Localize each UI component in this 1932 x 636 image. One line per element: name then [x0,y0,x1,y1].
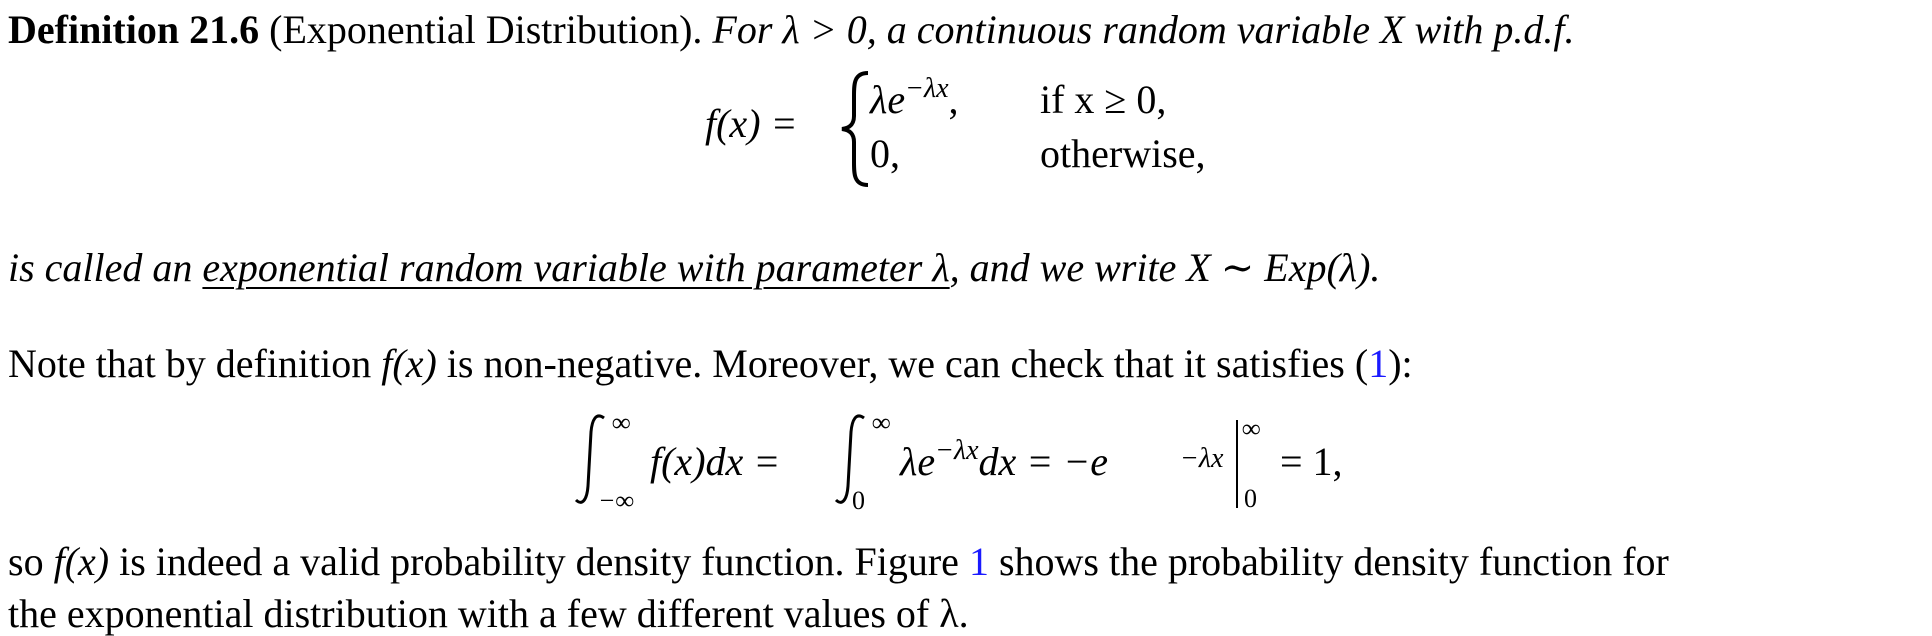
conclusion-fx: f(x) [53,539,110,584]
left-brace-icon [838,70,874,188]
pdf-case1-expr: λe [870,77,906,122]
conclusion-pre: so [8,539,54,584]
definition-tail [8,245,1381,290]
int2-upper: ∞ [872,408,891,437]
definition-name: (Exponential Distribution). [269,7,703,52]
definition-term: exponential random variable with parameter λ [202,245,950,290]
pdf-case1 [870,73,959,122]
equation-ref-link[interactable]: 1 [1368,341,1389,386]
eval-upper: ∞ [1242,414,1261,443]
int2-lower: 0 [852,486,865,515]
note-paragraph [8,341,1413,386]
definition-label: Definition 21.6 [8,7,260,52]
pdf-case1-exp: −λx [905,73,949,104]
int1-lower: −∞ [598,486,635,515]
note-post: ): [1388,341,1413,386]
pdf-case2-expr: 0, [870,131,900,176]
int2-body: λe [900,439,936,484]
conclusion-post: shows the probability density function for [988,539,1669,584]
eval-exp: −λx [1180,443,1224,474]
int2-exp: −λx [935,435,979,466]
int2-term [900,435,1109,484]
definition-line [8,7,1575,52]
integral-result: = 1, [1280,439,1343,484]
conclusion-mid: is indeed a valid probability density function. Figure [109,539,969,584]
conclusion-line1 [8,539,1669,584]
note-fx: f(x) [381,341,437,386]
definition-tail-post: , and we write X ∼ Exp(λ). [949,245,1381,290]
int1-body: f(x)dx = [650,439,781,484]
eval-lower: 0 [1244,484,1257,513]
pdf-case2-cond: otherwise, [1040,131,1206,176]
pdf-lhs: f(x) = [705,101,798,146]
pdf-case1-cond: if x ≥ 0, [1040,77,1167,122]
int1-upper: ∞ [612,408,631,437]
conclusion-line2: the exponential distribution with a few different values of λ. [8,591,969,636]
evaluation-bar [1236,420,1238,508]
note-mid: is non-negative. Moreover, we can check that it satisfies ( [436,341,1369,386]
pdf-case1-comma: , [948,77,959,122]
int2-tail: dx = −e [978,439,1109,484]
note-pre: Note that by definition [8,341,382,386]
figure-ref-link[interactable]: 1 [968,539,989,584]
definition-tail-pre: is called an [8,245,203,290]
definition-lead: For λ > 0, a continuous random variable X with p.d.f. [712,7,1575,52]
